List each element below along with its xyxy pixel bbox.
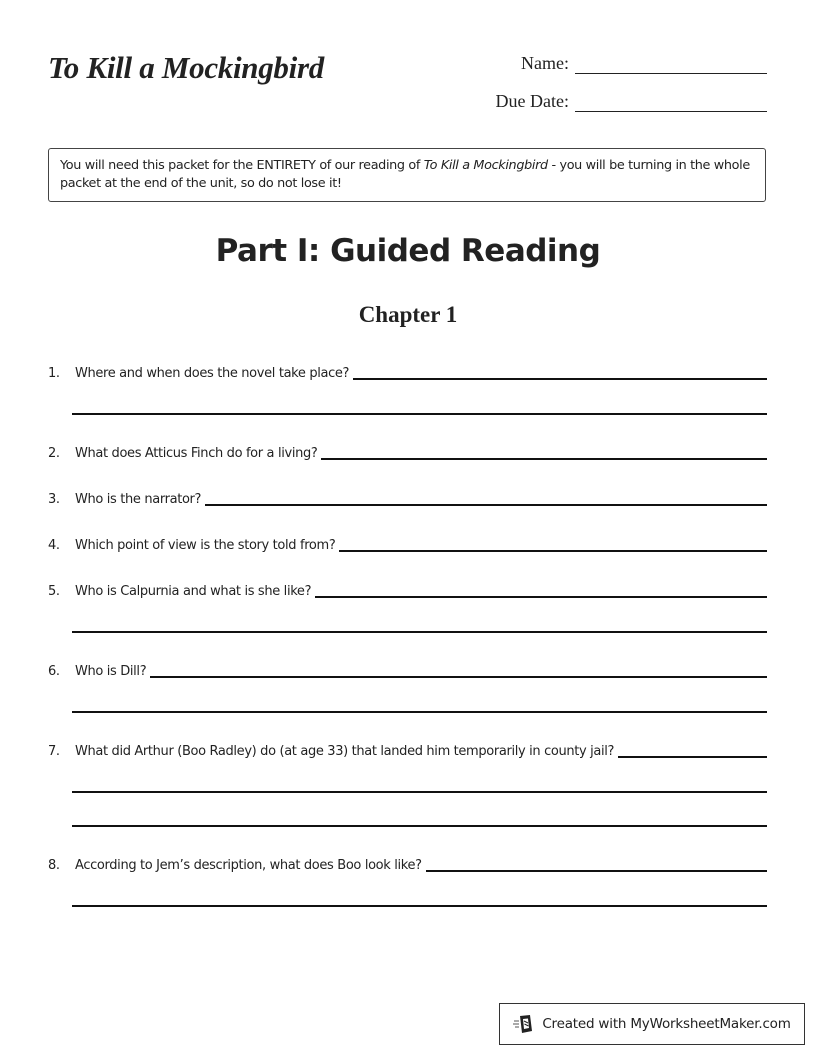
name-blank-line[interactable]	[575, 55, 767, 74]
notice-text-start: You will need this packet for the ENTIRETY of our reading of	[60, 158, 424, 173]
question-7	[48, 739, 767, 827]
question-number: 2.	[48, 446, 60, 461]
question-1	[48, 361, 767, 415]
question-number: 6.	[48, 664, 60, 679]
answer-line[interactable]	[72, 631, 767, 633]
worksheet-title: To Kill a Mockingbird	[48, 50, 324, 85]
notice-box	[48, 148, 766, 202]
answer-line[interactable]	[321, 444, 767, 460]
notice-book-title: To Kill a Mockingbird	[423, 158, 548, 173]
name-label: Name:	[521, 53, 569, 73]
footer-text: Created with MyWorksheetMaker.com	[542, 1016, 791, 1032]
question-4	[48, 533, 767, 553]
answer-line[interactable]	[618, 742, 767, 758]
answer-line[interactable]	[426, 856, 767, 872]
answer-line[interactable]	[72, 711, 767, 713]
question-number: 7.	[48, 744, 60, 759]
due-date-blank-line[interactable]	[575, 93, 767, 112]
question-number: 8.	[48, 858, 60, 873]
answer-line[interactable]	[72, 791, 767, 793]
notice-text-end: - you will be turning in the whole packet at the end of the unit, so do not lose it!	[60, 158, 750, 191]
question-8	[48, 853, 767, 907]
question-6	[48, 659, 767, 713]
question-text: Who is Calpurnia and what is she like?	[75, 584, 312, 599]
question-text: Which point of view is the story told from?	[75, 538, 336, 553]
due-date-label: Due Date:	[495, 91, 569, 111]
question-number: 5.	[48, 584, 60, 599]
question-text: Who is Dill?	[75, 664, 147, 679]
answer-line[interactable]	[205, 490, 767, 506]
question-number: 4.	[48, 538, 60, 553]
footer-credit[interactable]	[499, 1003, 805, 1045]
question-text: Where and when does the novel take place?	[75, 366, 350, 381]
question-text: What does Atticus Finch do for a living?	[75, 446, 318, 461]
question-number: 3.	[48, 492, 60, 507]
question-5	[48, 579, 767, 633]
answer-line[interactable]	[150, 662, 767, 678]
answer-line[interactable]	[72, 905, 767, 907]
question-3	[48, 487, 767, 507]
chapter-heading: Chapter 1	[358, 302, 458, 327]
part-heading: Part I: Guided Reading	[215, 233, 601, 269]
question-number: 1.	[48, 366, 60, 381]
worksheet-logo-icon	[513, 1013, 535, 1035]
answer-line[interactable]	[315, 582, 767, 598]
due-date-field	[496, 91, 767, 112]
answer-line[interactable]	[353, 364, 767, 380]
question-text: According to Jem’s description, what does Boo look like?	[75, 858, 422, 873]
name-field	[521, 53, 767, 74]
question-2	[48, 441, 767, 461]
answer-line[interactable]	[72, 825, 767, 827]
question-text: What did Arthur (Boo Radley) do (at age 33) that landed him temporarily in county jail?	[75, 744, 615, 759]
question-text: Who is the narrator?	[75, 492, 202, 507]
answer-line[interactable]	[339, 536, 767, 552]
answer-line[interactable]	[72, 413, 767, 415]
